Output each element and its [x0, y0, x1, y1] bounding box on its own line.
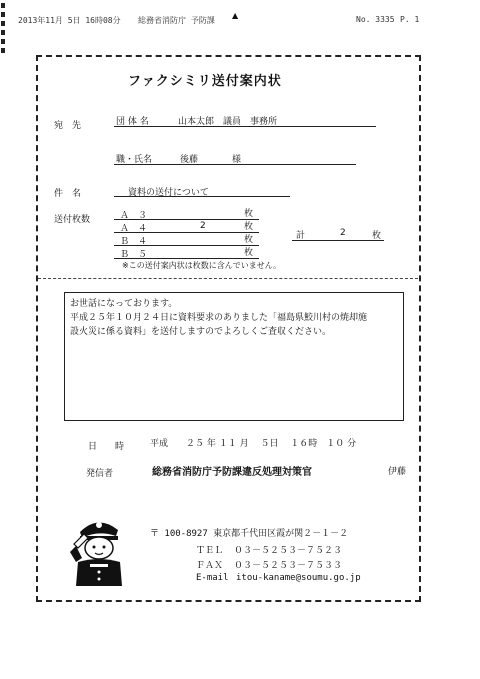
page-row-unit: 枚 — [244, 235, 254, 245]
name-value: 後藤 — [180, 155, 199, 165]
sender-name: 伊藤 — [388, 467, 407, 477]
to-label: 宛 先 — [54, 121, 82, 131]
page-row-unit: 枚 — [244, 222, 254, 232]
date-value: 平成 ２５ 年 １１ 月 ５日 １６時 １０ 分 — [150, 439, 357, 449]
page-row-size: Ａ ４ — [120, 224, 148, 234]
fire-officer-mascot-icon — [66, 510, 130, 590]
subject-value: 資料の送付について — [128, 188, 209, 198]
page-row-size: Ｂ ５ — [120, 250, 148, 260]
sender-org: 総務省消防庁予防課違反処理対策官 — [152, 467, 312, 478]
triangle-mark-icon: ▲ — [232, 11, 239, 20]
total-count: 2 — [340, 228, 346, 238]
total-underline — [292, 240, 384, 241]
fax-doc-number: No. 3335 — [356, 15, 395, 24]
section-divider — [38, 278, 418, 279]
email-label: E-mail — [196, 573, 229, 583]
message-line: お世話になっております。 — [70, 299, 178, 309]
fax-sender-line: 総務省消防庁 予防課 — [138, 16, 215, 25]
org-underline — [114, 126, 376, 127]
page-count-label: 送付枚数 — [54, 215, 91, 225]
fax-timestamp: 2013年11月 5日 16時08分 — [18, 16, 121, 25]
scan-edge-marks — [0, 0, 8, 60]
page-row-size: Ｂ ４ — [120, 237, 148, 247]
honorific: 様 — [232, 155, 242, 165]
name-label: 職・氏名 — [116, 155, 153, 165]
name-underline — [114, 164, 356, 165]
org-label: 団 体 名 — [116, 117, 149, 127]
email-address: itou-kaname@soumu.go.jp — [236, 573, 361, 583]
message-line: 設火災に係る資料」を送付しますのでよろしくご査収ください。 — [70, 327, 332, 337]
page-row-underline — [114, 245, 259, 246]
page-row-underline — [114, 258, 259, 259]
total-unit: 枚 — [372, 231, 382, 241]
sender-label: 発信者 — [86, 469, 114, 479]
tel-number: ０３－５２５３－７５２３ — [234, 546, 343, 556]
page-row-unit: 枚 — [244, 209, 254, 219]
fax-page-number: P. 1 — [400, 15, 420, 24]
page-title: ファクシミリ送付案内状 — [128, 74, 282, 89]
org-value: 山本太郎 議員 事務所 — [178, 117, 278, 127]
page-row-size: Ａ ３ — [120, 211, 148, 221]
page-row-underline — [114, 232, 259, 233]
tel-label: ＴＥＬ — [196, 546, 224, 556]
page-row-underline — [114, 219, 259, 220]
date-label: 日 時 — [88, 442, 125, 452]
page-row-unit: 枚 — [244, 248, 254, 258]
message-box — [64, 292, 404, 421]
contact-address: 〒 100-8927 東京都千代田区霞が関２－１－２ — [150, 529, 349, 539]
total-label: 計 — [296, 231, 306, 241]
page-count-note: ※この送付案内状は枚数に含んでいません。 — [122, 261, 282, 270]
fax-number: ０３－５２５３－７５３３ — [234, 561, 343, 571]
message-line: 平成２５年１０月２４日に資料要求のありました「福島県鮫川村の焼却施 — [70, 313, 368, 323]
subject-label: 件 名 — [54, 189, 82, 199]
subject-underline — [114, 196, 290, 197]
page-row-count: 2 — [200, 221, 206, 231]
fax-label: ＦＡＸ — [196, 561, 224, 571]
